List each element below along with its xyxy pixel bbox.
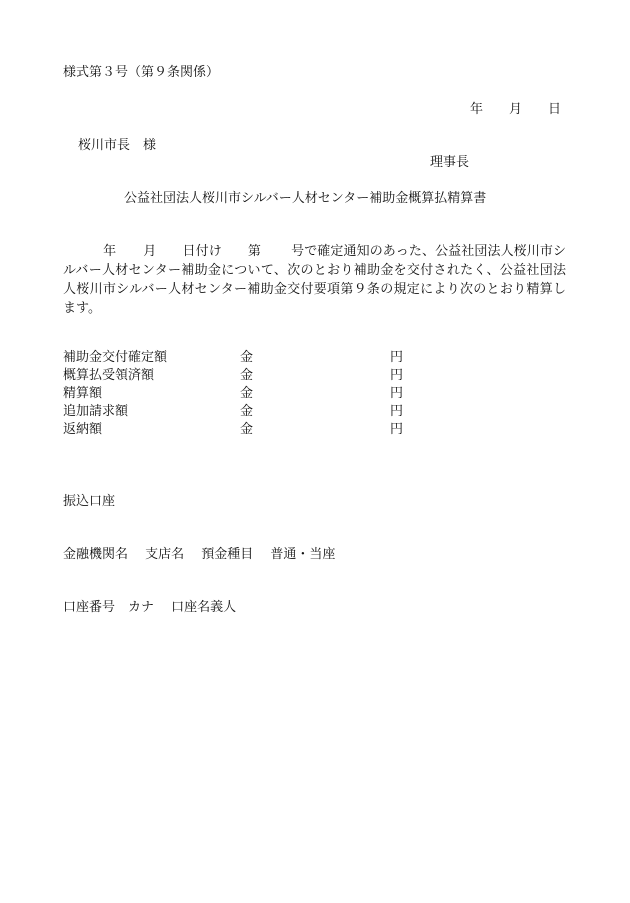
amount-yen: 円 <box>390 368 404 383</box>
date-day: 日 <box>548 102 562 117</box>
body-dai: 第 <box>247 244 262 259</box>
amount-kin: 金 <box>240 386 254 401</box>
bank-account-heading: 振込口座 <box>63 494 116 509</box>
amount-label: 概算払受領済額 <box>63 368 155 383</box>
account-info-line: 口座番号 カナ 口座名義人 <box>63 600 237 615</box>
body-year: 年 <box>103 244 117 259</box>
body-dated: 日付け <box>182 244 222 259</box>
body-month: 月 <box>143 244 157 259</box>
document-title: 公益社団法人桜川市シルバー人材センター補助金概算払精算書 <box>124 191 487 206</box>
form-number: 様式第３号（第９条関係） <box>63 65 220 80</box>
bank-info-line: 金融機関名 支店名 預金種目 普通・当座 <box>63 547 336 562</box>
amount-yen: 円 <box>390 422 404 437</box>
date-line <box>470 101 561 119</box>
amount-yen: 円 <box>390 404 404 419</box>
amount-yen: 円 <box>390 386 404 401</box>
amount-kin: 金 <box>240 404 254 419</box>
body-paragraph <box>63 242 566 318</box>
date-month: 月 <box>509 102 523 117</box>
date-year: 年 <box>470 102 484 117</box>
amount-label: 補助金交付確定額 <box>63 350 168 365</box>
amount-label: 精算額 <box>63 386 103 401</box>
amount-kin: 金 <box>240 422 254 437</box>
sender-title: 理事長 <box>430 155 470 170</box>
body-text: 号で確定通知のあった、公益社団法人桜川市シルバー人材センター補助金について、次のとおり補助金を交付されたく、公益社団法人桜川市シルバー人材センター補助金交付要項第９条の規定により次のとおり精算します。 <box>63 244 566 316</box>
amount-yen: 円 <box>390 350 404 365</box>
addressee: 桜川市長 様 <box>78 138 157 153</box>
amount-kin: 金 <box>240 368 254 383</box>
amount-label: 追加請求額 <box>63 404 129 419</box>
amount-kin: 金 <box>240 350 254 365</box>
amount-label: 返納額 <box>63 422 103 437</box>
